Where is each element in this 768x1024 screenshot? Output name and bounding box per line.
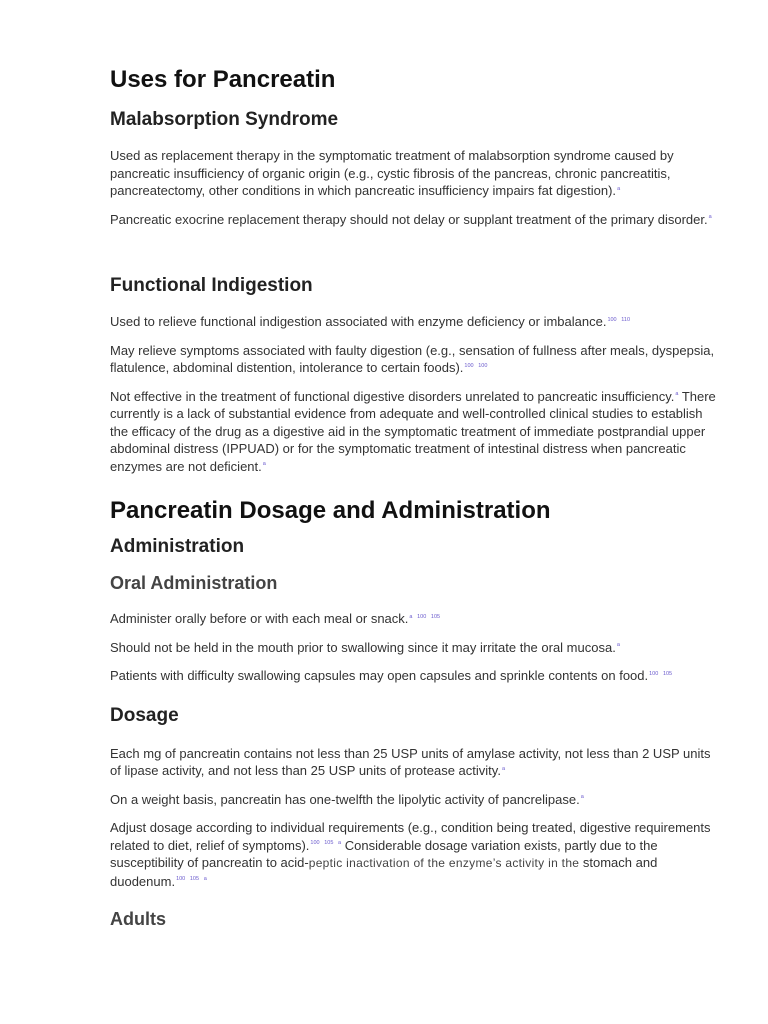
dosage-heading: Dosage (110, 704, 179, 726)
reference-link[interactable]: 100 (417, 613, 427, 620)
uses-title: Uses for Pancreatin (110, 66, 336, 93)
reference-link[interactable]: 100 (310, 840, 320, 847)
reference-link[interactable]: a (409, 613, 413, 620)
document-content (110, 62, 720, 932)
dosage-paragraph-2: On a weight basis, pancreatin has one-twelfth the lipolytic activity of pancrelipase.$^a$ (110, 791, 584, 807)
indigestion-paragraph-1: Used to relieve functional indigestion associated with enzyme deficiency or imbalance.$^{100}$ $^{110}$ (110, 314, 631, 329)
administration-paragraph-3: Patients with difficulty swallowing capsules may open capsules and sprinkle contents on food.$^{100}$ $^{105}$ (110, 668, 673, 683)
reference-link[interactable]: a (501, 765, 505, 772)
oral-administration-heading: Oral Administration (110, 573, 278, 593)
administration-paragraph-2: Should not be held in the mouth prior to swallowing since it may irritate the oral mucosa.$^a$ (110, 639, 620, 655)
administration-paragraph-1: Administer orally before or with each meal or snack.$^a$ $^{100}$ $^{105}$ (110, 611, 441, 626)
reference-link[interactable]: a (262, 461, 266, 468)
reference-link[interactable]: a (617, 185, 621, 192)
reference-link[interactable]: a (338, 840, 342, 847)
indigestion-heading: Functional Indigestion (110, 275, 313, 296)
indigestion-paragraph-3: Not effective in the treatment of functional digestive disorders unrelated to pancreatic insufficiency.$^a$ There currently is a lack of substantial evidence from adequate and well-controlled clinical studies to establish the efficacy of the drug as a digestive aid in the symptomatic treatment of immediate postprandial upper abdominal distress (IPPUAD) or for the symptomatic treatment of intestinal distress when pancreatic enzymes are not deficient.$^a$ (110, 388, 716, 474)
reference-link[interactable]: 105 (430, 613, 441, 620)
indigestion-paragraph-2: May relieve symptoms associated with faulty digestion (e.g., sensation of fullness after meals, dyspepsia, flatulence, abdominal distention, intolerance to certain foods).$^{100}$ $^{100}$ (110, 342, 715, 375)
reference-link[interactable]: 100 (176, 876, 186, 883)
reference-link[interactable]: 110 (621, 316, 631, 323)
dosage-paragraph-1: Each mg of pancreatin contains not less than 25 USP units of amylase activity, not less than 2 USP units of lipase activity, and not less than 25 USP units of protease activity.$^a$ (110, 745, 711, 778)
reference-link[interactable]: 100 (607, 316, 617, 323)
administration-heading: Administration (110, 536, 245, 557)
dosage-paragraph-3: Adjust dosage according to individual requirements (e.g., condition being treated, digestive requirements related to diet, relief of symptoms).$^{100}$ $^{105}$ $^a$ Considerable dosage variation exists, partly due to the susceptibility of pancreatin to acid-peptic inactivation of the enzyme’s activity in the stomach and duodenum.$^{100}$ $^{105}$ $^a$ (110, 820, 711, 889)
reference-link[interactable]: 105 (189, 876, 200, 883)
reference-link[interactable]: 105 (662, 670, 673, 677)
reference-link[interactable]: a (203, 876, 207, 883)
malabsorption-paragraph-1: Used as replacement therapy in the symptomatic treatment of malabsorption syndrome caused by pancreatic insufficiency of organic origin (e.g., cystic fibrosis of the pancreas, chronic pancreatitis, pancreatectomy, other conditions in which pancreatic insufficiency impairs fat digestion).$^a$ (110, 148, 674, 198)
reference-link[interactable]: a (580, 794, 584, 801)
malabsorption-heading: Malabsorption Syndrome (110, 109, 339, 130)
reference-link[interactable]: 105 (324, 840, 334, 847)
adults-heading: Adults (110, 909, 166, 929)
reference-link[interactable]: a (708, 214, 712, 221)
dosage-title: Pancreatin Dosage and Administration (110, 497, 551, 524)
reference-link[interactable]: 100 (649, 670, 659, 677)
malabsorption-paragraph-2: Pancreatic exocrine replacement therapy should not delay or supplant treatment of the primary disorder.$^a$ (110, 211, 712, 227)
reference-link[interactable]: a (616, 642, 620, 649)
reference-link[interactable]: a (675, 391, 679, 398)
reference-link[interactable]: 100 (464, 362, 474, 369)
reference-link[interactable]: 100 (478, 362, 488, 369)
